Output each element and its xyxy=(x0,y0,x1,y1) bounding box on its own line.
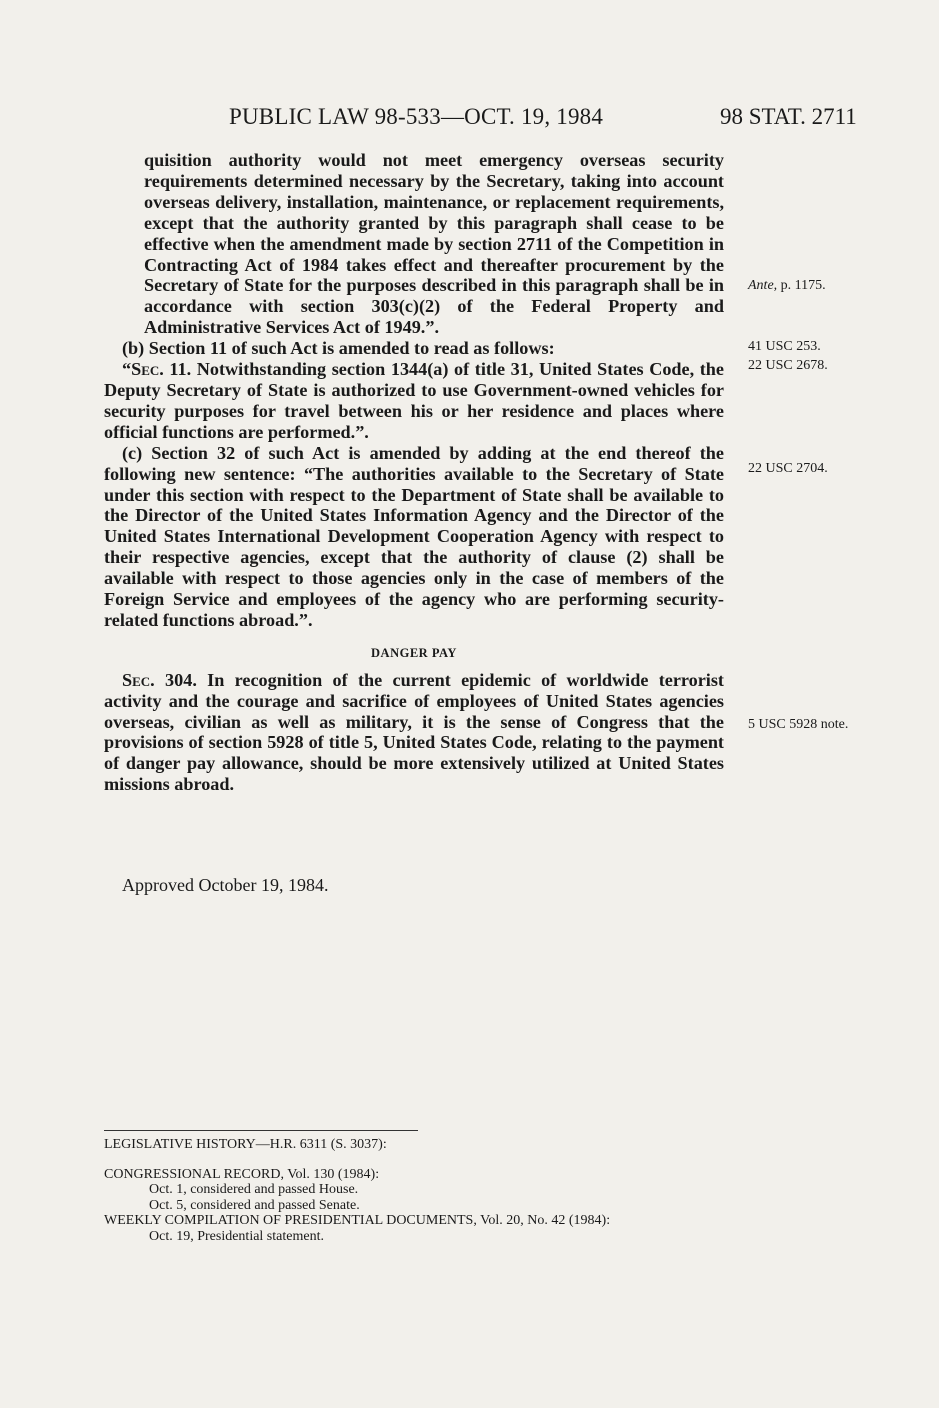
footnote-rule xyxy=(104,1130,418,1131)
history-entry: Oct. 19, Presidential statement. xyxy=(149,1228,324,1244)
approval-date: Approved October 19, 1984. xyxy=(122,875,329,895)
history-title: LEGISLATIVE HISTORY—H.R. 6311 (S. 3037): xyxy=(104,1137,387,1152)
history-entry: Oct. 5, considered and passed Senate. xyxy=(149,1197,360,1213)
margin-note-usc: 5 USC 5928 note. xyxy=(748,717,849,732)
paragraph-sec-11 xyxy=(104,359,724,443)
body-text xyxy=(104,150,724,795)
ante-italic: Ante, xyxy=(748,278,778,293)
legislative-history xyxy=(104,1137,724,1245)
sec-304-text: 304. In recognition of the current epidemic of worldwide terrorist activity and the courage and sacrifice of employees of United States agencies overseas, civilian as well as military, it is the sense of Congress that the provisions of section 5928 of title 5, United States Code, relating to the payment of danger pay allowance, should be more extensively utilized at United States missions abroad. xyxy=(104,669,724,795)
sec-label: “Sec. xyxy=(122,359,164,380)
history-record: CONGRESSIONAL RECORD, Vol. 130 (1984): xyxy=(104,1166,380,1182)
section-heading: DANGER PAY xyxy=(371,645,457,660)
paragraph-section-c: (c) Section 32 of such Act is amended by adding at the end thereof the following new sentence: “The authorities available to the Secretary of State under this section with respect to the Department of State shall be available to the Director of the United States Information Agency and the Director of the United States International Development Cooperation Agency with respect to their respective agencies, except that the authority of clause (2) shall be available with respect to those agencies only in the case of members of the Foreign Service and employees of the agency who are performing security-related functions abroad.”. xyxy=(104,442,724,630)
page-title: PUBLIC LAW 98-533—OCT. 19, 1984 xyxy=(229,104,604,129)
margin-note-ante xyxy=(748,278,826,294)
sec-label: Sec. xyxy=(122,669,155,690)
margin-note-usc: 22 USC 2678. xyxy=(748,358,828,373)
paragraph-continuation: quisition authority would not meet emergency overseas security requirements determined necessary by the Secretary, taking into account overseas delivery, installation, maintenance, or replacement requirements, except that the authority granted by this paragraph shall cease to be effective when the amendment made by section 2711 of the Competition in Contracting Act of 1984 takes effect and thereafter procurement by the Secretary of State for the purposes described in this paragraph shall be in accordance with section 303(c)(2) of the Federal Property and Administrative Services Act of 1949.”. xyxy=(144,150,724,338)
paragraph-section-b: (b) Section 11 of such Act is amended to read as follows: xyxy=(122,338,555,359)
history-weekly: WEEKLY COMPILATION OF PRESIDENTIAL DOCUMENTS, Vol. 20, No. 42 (1984): xyxy=(104,1213,611,1229)
history-entry: Oct. 1, considered and passed House. xyxy=(149,1182,359,1198)
ante-page: p. 1175. xyxy=(777,278,826,293)
statute-page-number: 98 STAT. 2711 xyxy=(720,104,857,129)
margin-note-usc: 41 USC 253. xyxy=(748,339,821,354)
sec-11-text: 11. Notwithstanding section 1344(a) of title 31, United States Code, the Deputy Secretary of State is authorized to use Government-owned vehicles for security purposes for travel between his or her residence and places where official functions are performed.”. xyxy=(104,359,724,442)
margin-note-usc: 22 USC 2704. xyxy=(748,461,828,476)
paragraph-sec-304 xyxy=(104,670,724,795)
